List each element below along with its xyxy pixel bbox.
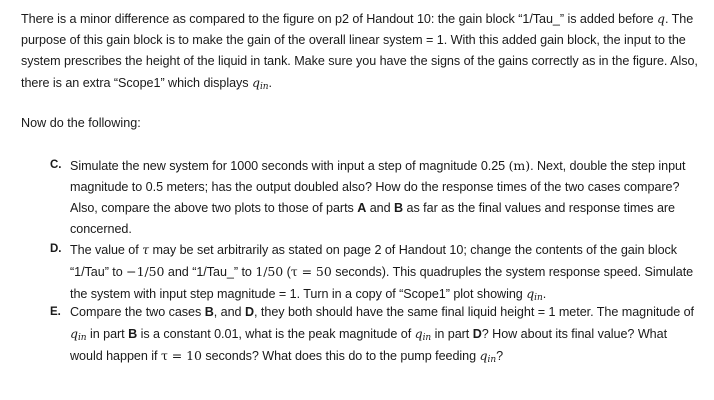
intro-text-2: . The purpose of this gain block is to make the gain of the overall linear system = 1. With this added gain block, the input to the system prescribes the height of the liquid in tank. Make sure you have the signs of the gains correctly as in the figure. Also, there is an extra “Scope1” which displays bbox=[21, 12, 698, 90]
list-item-d bbox=[50, 239, 710, 305]
item-text-c: Simulate the new system for 1000 seconds with input a step of magnitude 0.25 (m). Next, double the step input magnitude to 0.5 meters; has the output doubled also? How do the response times of the two cases compare? Also, compare the above two plots to those of parts A and B as far as the final values and response times are concerned. bbox=[70, 158, 686, 236]
math-q-in: $q_{in}$ bbox=[70, 326, 87, 343]
math-q-in: $q_{in}$ bbox=[479, 348, 497, 365]
item-text-e: Compare the two cases B, and D, they both should have the same final liquid height = 1 meter. The magnitude of $q_{in}$ in part B is a constant 0.01, what is the peak magnitude of $q_{in}$ in part D? How about its final value? What would happen if τ = 10 seconds? What does this do to the pump feeding $q_{in}$? bbox=[70, 305, 695, 365]
math-1-50: 1/50 bbox=[255, 264, 284, 279]
item-letter-c: C. bbox=[50, 159, 62, 171]
math-neg-1-50: −1/50 bbox=[126, 264, 165, 279]
math-tau-equals-50: τ = 50 bbox=[290, 264, 332, 279]
math-unit-m: (m) bbox=[508, 158, 531, 173]
ref-part-b: B bbox=[128, 327, 138, 341]
ref-part-d: D bbox=[244, 305, 255, 319]
math-q-in bbox=[252, 75, 269, 90]
list-item-e bbox=[50, 302, 710, 367]
math-tau: τ bbox=[142, 242, 150, 257]
ref-part-d: D bbox=[472, 327, 482, 341]
intro-text-1: There is a minor difference as compared to the figure on p2 of Handout 10: the gain block “1/Tau_” is added before bbox=[21, 12, 657, 26]
intro-text-3: . bbox=[268, 76, 272, 90]
intro-paragraph bbox=[21, 8, 701, 94]
item-text-d: The value of τ may be set arbitrarily as stated on page 2 of Handout 10; change the contents of the gain block “1/Tau” to −1/50 and “1/Tau_” to 1/50 (τ = 50 seconds). This quadruples the system response speed. Simulate the system with input step magnitude = 1. Turn in a copy of “Scope1” plot showing $q_{in}$. bbox=[70, 242, 694, 303]
now-label: Now do the following: bbox=[21, 116, 141, 130]
ref-part-b: B bbox=[204, 305, 214, 319]
math-q-in: $q_{in}$ bbox=[526, 286, 543, 303]
ref-part-a: A bbox=[357, 201, 367, 215]
math-q: q bbox=[657, 11, 665, 26]
item-letter-d: D. bbox=[50, 243, 62, 255]
ref-part-b: B bbox=[394, 201, 404, 215]
math-q-in-sub: in bbox=[259, 82, 269, 92]
math-tau-equals-10: τ = 10 bbox=[160, 348, 202, 363]
list-item-c bbox=[50, 155, 710, 240]
math-q-in-base: q bbox=[252, 75, 260, 90]
math-q-in: $q_{in}$ bbox=[414, 326, 432, 343]
item-letter-e: E. bbox=[50, 306, 61, 318]
